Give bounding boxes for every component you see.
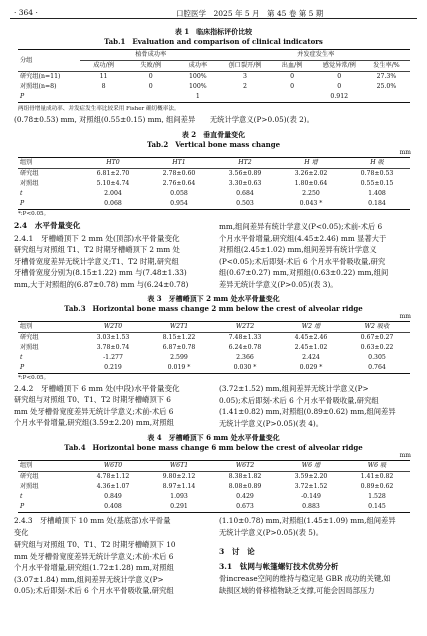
table4-cell: 0.408: [80, 502, 146, 513]
table1-group-header: 分组: [18, 50, 80, 72]
table-row: [18, 502, 410, 513]
table1-cell: [363, 92, 410, 103]
table2-cell: 0.068: [80, 199, 146, 210]
table3: [18, 321, 410, 374]
table-row: [18, 492, 410, 502]
table3-cell: 6.87±0.78: [162, 344, 196, 351]
table1-cell: 0.912: [316, 92, 363, 103]
table2-header: HT1: [146, 158, 212, 169]
table-row: [18, 482, 410, 492]
table2-header: H 吸: [344, 158, 410, 169]
table3-cell: 2.45±1.02: [294, 344, 328, 351]
table2-cell: 0.78±0.53: [360, 170, 394, 177]
table1-cell: 100%: [189, 73, 207, 80]
intro-line: (0.78±0.53) mm, 对照组(0.55±0.15) mm, 组间差异 无统计学意义(P>0.05)(表 2)。: [14, 115, 314, 124]
table1-cell: 1: [174, 92, 221, 103]
table4-cell: t: [20, 493, 23, 500]
table2-cell: t: [20, 190, 23, 197]
table3-cell: 8.15±1.22: [162, 334, 196, 341]
table3-cell: 0.305: [368, 354, 386, 361]
table-row: [18, 92, 410, 103]
table4-cell: 0.291: [146, 502, 212, 513]
table3-cell: 0.030 *: [212, 363, 278, 374]
table1-cell: [80, 92, 127, 103]
table4-cell: 0.673: [212, 502, 278, 513]
table-row: [18, 472, 410, 483]
table1-cell: 25.0%: [376, 83, 397, 90]
table4-cell: 1.528: [368, 493, 386, 500]
table3-header: W2 增: [278, 322, 344, 333]
table4-cell: 4.78±1.12: [96, 473, 130, 480]
left-paragraph-3: 研究组与对照组 T0、T1、T2 时期牙槽嵴顶下 10 mm 处牙槽骨宽度差异无统计学意义;术前-术后 6 个月水平骨增量,研究组(1.72±1.28) mm,对照组 (3.07±1.84) mm,组间差异无统计学意义(P> 0.05);术后即刻-术后 6 个月水平骨吸收量,研究组: [14, 540, 176, 596]
table1-cell: 27.3%: [376, 73, 397, 80]
table4-header: W6T1: [146, 461, 212, 472]
table3-cell: 3.78±0.74: [96, 344, 130, 351]
table3-cell: 7.48±1.33: [228, 334, 262, 341]
table-row: [18, 179, 410, 189]
table1-cell: 对照组(n=8): [20, 83, 57, 90]
left-paragraph-2: 研究组与对照组 T0、T1、T2 时期牙槽嵴顶下 6 mm 处牙槽骨宽度差异无统计学意义;术前-术后 6 个月水平骨增量,研究组(3.59±2.20) mm,对照组: [14, 395, 174, 428]
table3-cell: 0.029 *: [278, 363, 344, 374]
right-paragraph-1: mm,组间差异有统计学意义(P<0.05);术前-术后 6 个月水平骨增量,研究组(4.45±2.46) mm 显著大于 对照组(2.45±1.02) mm,组间差异有统计学意义 (P<0.05);术后即刻-术后 6 个月水平骨吸收量,研究 组(0.67±0.27) mm,对照组(0.63±0.22) mm,组间 差异无统计学意义(P>0.05)(表 3)。: [219, 222, 389, 289]
table2-cell: 0.058: [170, 190, 188, 197]
table4-cell: P: [18, 502, 80, 513]
table3-header: W2T0: [80, 322, 146, 333]
table4: [18, 460, 410, 513]
table4-header: W6 增: [278, 461, 344, 472]
table4-cell: 1.093: [170, 493, 188, 500]
table-row: [18, 199, 410, 210]
table1-cell: [127, 92, 174, 103]
table4-header: W6T2: [212, 461, 278, 472]
right-paragraph-2: (3.72±1.52) mm,组间差异无统计学意义(P> 0.05);术后即刻-术后 6 个月水平骨吸收量,研究组 (1.41±0.82) mm,对照组(0.89±0.62) mm,组间差异 无统计学意义(P>0.05)(表 4)。: [219, 384, 396, 428]
table2-cell: 2.76±0.64: [162, 180, 196, 187]
table2-header: HT0: [80, 158, 146, 169]
table4-cell: 0.883: [278, 502, 344, 513]
table1-caption-en: Tab.1 Evaluation and comparison of clinical indicators: [104, 37, 323, 46]
table4-caption-en: Tab.4 Horizontal bone mass change 6 mm below the crest of alveolar ridge: [64, 443, 363, 452]
table-row: [18, 363, 410, 374]
table2-header: HT2: [212, 158, 278, 169]
table1-cell: [221, 92, 268, 103]
table2-cell: 对照组: [20, 180, 39, 187]
table4-header: W6T0: [80, 461, 146, 472]
table2-cell: 3.26±2.02: [294, 170, 328, 177]
table2-cell: 0.503: [212, 199, 278, 210]
table1-cell: 0: [337, 83, 342, 90]
table1-cell: 8: [101, 83, 106, 90]
table3-note: *:P<0.05。: [18, 375, 50, 381]
table4-cell: 4.36±1.07: [96, 483, 130, 490]
table3-caption-en: Tab.3 Horizontal bone mass change 2 mm below the crest of alveolar ridge: [64, 304, 363, 313]
table4-cell: 研究组: [20, 473, 39, 480]
table-row: [18, 333, 410, 344]
table1-subheader: 创口裂开/例: [221, 61, 268, 72]
table-row: [18, 82, 410, 92]
section-2-4-3-heading: 2.4.3 牙槽嵴顶下 10 mm 处(基底部)水平骨量 变化: [14, 516, 171, 537]
table1: [18, 49, 410, 103]
left-paragraph-1: 研究组与对照组 T1、T2 时期牙槽嵴顶下 2 mm 处 牙槽骨宽度差异无统计学意义;T1、T2 时期,研究组 牙槽骨宽度分别为(8.15±1.22) mm 与(7.48±1.33) mm,大于对照组的(6.87±0.78) mm 与(6.24±0.78): [14, 245, 189, 289]
table3-header: W2 吸收: [344, 322, 410, 333]
table2-cell: P: [18, 199, 80, 210]
table2-caption-en: Tab.2 Vertical bone mass change: [146, 140, 281, 149]
table2-header: H 增: [278, 158, 344, 169]
table4-cell: -0.149: [301, 493, 321, 500]
table1-cell: 100%: [189, 83, 207, 90]
table4-header: W6 吸: [344, 461, 410, 472]
table2-caption-cn: 表 2 垂直骨量变化: [181, 130, 246, 139]
table1-cell: 0: [290, 73, 295, 80]
table2-cell: 6.81±2.70: [96, 170, 130, 177]
table4-cell: 1.41±0.82: [360, 473, 394, 480]
table-row: [18, 72, 410, 83]
table1-subheader: 发生率/%: [363, 61, 410, 72]
table1-cell: 0: [290, 83, 295, 90]
table2-cell: 0.684: [236, 190, 254, 197]
table1-cell: [269, 92, 316, 103]
table4-cell: 3.72±1.52: [294, 483, 328, 490]
table2-cell: 1.408: [368, 190, 386, 197]
table1-subheader: 出血/例: [269, 61, 316, 72]
table1-complication-header: 并发症发生率: [221, 50, 410, 61]
page-number: · 364 ·: [14, 8, 38, 17]
table2-cell: 5.10±4.74: [96, 180, 130, 187]
header-rule: [10, 18, 417, 19]
table4-cell: 8.08±0.89: [228, 483, 262, 490]
table3-cell: 对照组: [20, 344, 39, 351]
table3-caption-cn: 表 3 牙槽嵴顶下 2 mm 处水平骨量变化: [147, 294, 280, 303]
table3-cell: 0.764: [344, 363, 410, 374]
table4-cell: 9.80±2.12: [162, 473, 196, 480]
table4-cell: 0.849: [104, 493, 122, 500]
table2-cell: 0.55±0.15: [360, 180, 394, 187]
section-3-1-heading: 3.1 钛网与帐篷螺钉技术优势分析: [219, 562, 339, 571]
table2-note: *:P<0.05。: [18, 211, 50, 217]
journal-info: 口腔医学 2025 年 5 月 第 45 卷 第 5 期: [176, 9, 324, 18]
table1-cell: 0: [148, 83, 153, 90]
table2-cell: 研究组: [20, 170, 39, 177]
table1-cell: 研究组(n=11): [20, 73, 61, 80]
table2-unit: mm: [399, 149, 411, 156]
table3-cell: 6.24±0.78: [228, 344, 262, 351]
table1-subheader: 感觉异常/例: [316, 61, 363, 72]
table2-cell: 2.250: [302, 190, 320, 197]
table4-cell: 0.89±0.62: [360, 483, 394, 490]
table4-cell: 8.97±1.14: [162, 483, 196, 490]
table1-cell: 3: [243, 73, 247, 80]
table4-cell: 8.38±1.82: [228, 473, 262, 480]
table3-unit: mm: [399, 313, 411, 320]
table1-implant-header: 植骨成功率: [80, 50, 221, 61]
table2-header: 组别: [18, 158, 80, 169]
table3-cell: 4.45±2.46: [294, 334, 328, 341]
right-paragraph-4: 骨increase空间的维持与稳定是 GBR 成功的关键,如 缺损区域的骨移植物缺乏支撑,可能会因局部压力: [219, 574, 391, 595]
table3-header: W2T1: [146, 322, 212, 333]
section-2-4-2-heading: 2.4.2 牙槽嵴顶下 6 mm 处(中段)水平骨量变化: [14, 384, 180, 393]
table3-cell: 2.424: [302, 354, 320, 361]
table4-cell: 0.145: [344, 502, 410, 513]
table2-cell: 2.004: [104, 190, 122, 197]
table2-cell: 3.30±0.63: [228, 180, 262, 187]
table1-subheader: 成功/例: [80, 61, 127, 72]
table4-cell: 3.59±2.20: [294, 473, 328, 480]
table2-cell: 0.954: [146, 199, 212, 210]
table4-cell: 对照组: [20, 483, 39, 490]
table4-unit: mm: [399, 452, 411, 459]
table-row: [18, 353, 410, 363]
table2-cell: 0.184: [344, 199, 410, 210]
table2: [18, 157, 410, 210]
table1-cell: 0: [337, 73, 342, 80]
table4-header: 组别: [18, 461, 80, 472]
page-header: [0, 0, 427, 20]
table1-subheader: 失败/例: [127, 61, 174, 72]
table1-subheader: 成功率: [174, 61, 221, 72]
table1-note: 两组骨增量成功率、并发症发生率比较采用 Fisher 确切概率法。: [18, 106, 180, 112]
table3-cell: -1.277: [103, 354, 123, 361]
section-2-4-1-heading: 2.4.1 牙槽嵴顶下 2 mm 处(顶部)水平骨量变化: [14, 234, 180, 243]
table4-cell: 0.429: [236, 493, 254, 500]
table2-cell: 2.78±0.60: [162, 170, 196, 177]
table3-cell: 0.63±0.22: [360, 344, 394, 351]
table1-cell: 0: [148, 73, 153, 80]
table3-cell: 2.599: [170, 354, 188, 361]
table3-cell: 0.219: [80, 363, 146, 374]
table3-cell: 0.67±0.27: [360, 334, 394, 341]
table2-cell: 1.80±0.64: [294, 180, 328, 187]
table-row: [18, 343, 410, 353]
section-2-4-heading: 2.4 水平骨量变化: [14, 221, 81, 230]
table3-cell: t: [20, 354, 23, 361]
table1-caption-cn: 表 1 临床指标评价比较: [174, 27, 253, 36]
table1-cell: 2: [243, 83, 247, 90]
table2-cell: 0.043 *: [278, 199, 344, 210]
table4-caption-cn: 表 4 牙槽嵴顶下 6 mm 处水平骨量变化: [147, 433, 280, 442]
table3-cell: 0.019 *: [146, 363, 212, 374]
table1-cell: 11: [99, 73, 108, 80]
right-paragraph-3: (1.10±0.78) mm,对照组(1.45±1.09) mm,组间差异 无统计学意义(P>0.05)(表 5)。: [219, 516, 396, 537]
table3-header: W2T2: [212, 322, 278, 333]
table3-cell: 2.366: [236, 354, 254, 361]
table-row: [18, 169, 410, 180]
table3-header: 组别: [18, 322, 80, 333]
table3-cell: 研究组: [20, 334, 39, 341]
table3-cell: P: [18, 363, 80, 374]
table2-cell: 3.56±0.89: [228, 170, 262, 177]
table1-cell: P: [18, 92, 80, 103]
section-3-heading: 3 讨 论: [219, 547, 255, 556]
table-row: [18, 189, 410, 199]
table3-cell: 3.03±1.53: [96, 334, 130, 341]
